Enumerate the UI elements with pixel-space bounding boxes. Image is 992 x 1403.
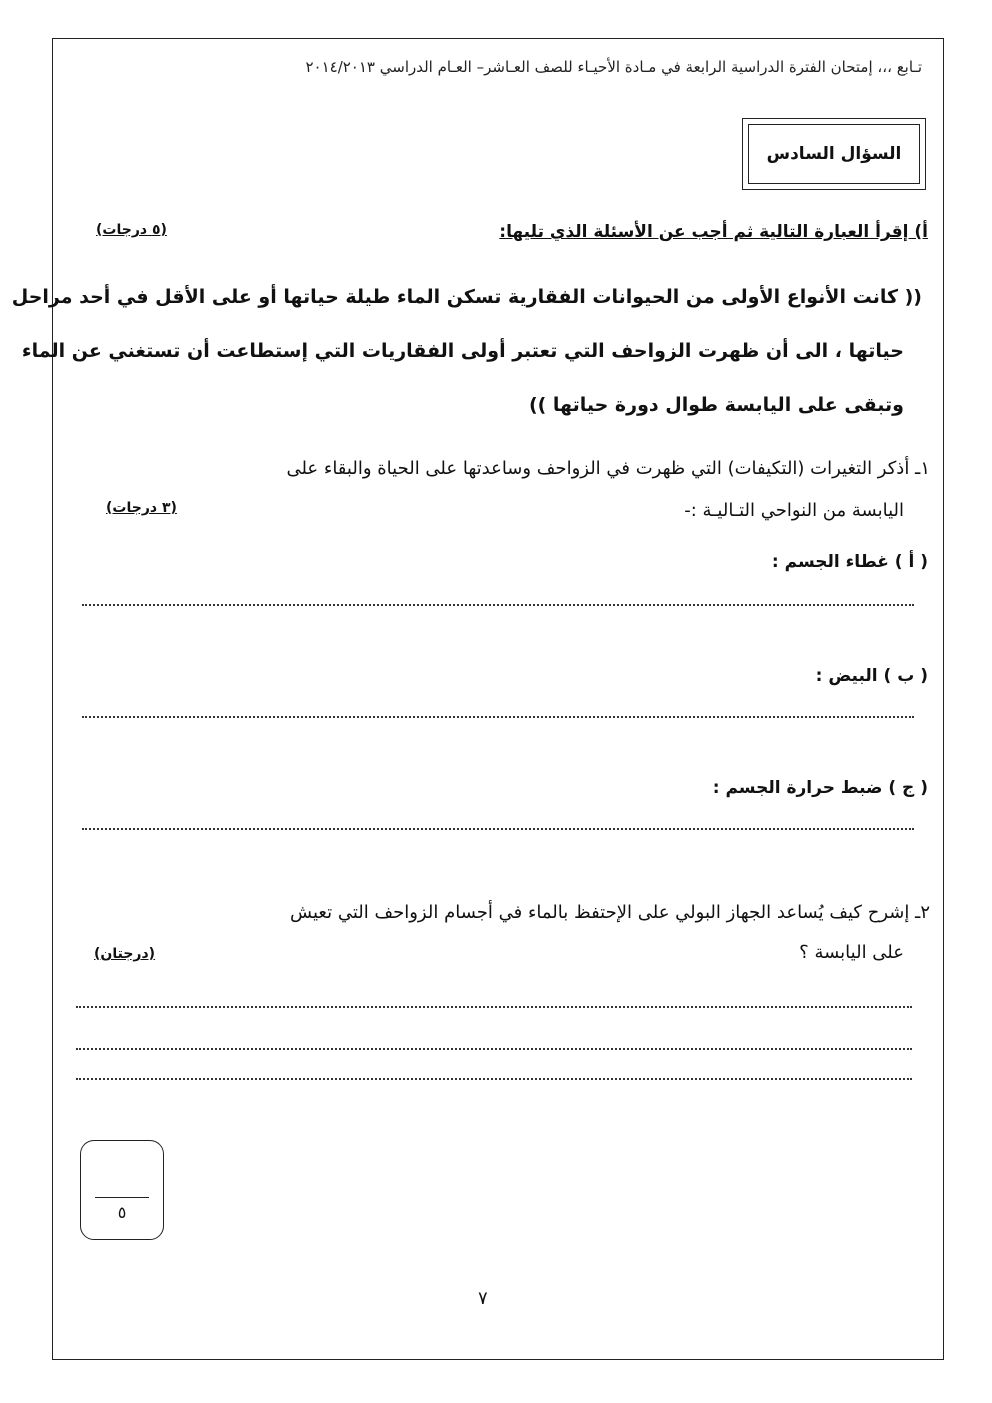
question-1-marks: (٣ درجات) bbox=[106, 500, 177, 516]
question-2-line-2: على اليابسة ؟ bbox=[799, 942, 904, 963]
score-divider bbox=[95, 1197, 149, 1198]
question-2-line-1: ٢ـ إشرح كيف يُساعد الجهاز البولي على الإحتفظ بالماء في أجسام الزواحف التي تعيش bbox=[290, 902, 930, 923]
score-total: ٥ bbox=[117, 1203, 127, 1222]
page-number: ٧ bbox=[478, 1288, 488, 1309]
answer-line-q2-1[interactable] bbox=[76, 1006, 912, 1008]
score-box bbox=[80, 1140, 164, 1240]
answer-line-c[interactable] bbox=[82, 828, 914, 830]
passage-line-2: حياتها ، الى أن ظهرت الزواحف التي تعتبر أولى الفقاريات التي إستطاعت أن تستغني عن الماء bbox=[21, 340, 904, 362]
question-1-sub-b: ( ب ) البيض : bbox=[815, 666, 928, 686]
question-2-marks: (درجتان) bbox=[94, 946, 156, 962]
question-label-box bbox=[742, 118, 926, 190]
question-1-sub-c: ( ج ) ضبط حرارة الجسم : bbox=[712, 778, 928, 798]
answer-line-q2-2[interactable] bbox=[76, 1048, 912, 1050]
part-a-marks: (٥ درجات) bbox=[96, 222, 167, 238]
answer-line-b[interactable] bbox=[82, 716, 914, 718]
question-1-line-1: ١ـ أذكر التغيرات (التكيفات) التي ظهرت في الزواحف وساعدتها على الحياة والبقاء على bbox=[286, 458, 930, 479]
part-a-instruction: أ) إقرأ العبارة التالية ثم أجب عن الأسئلة الذي تليها: bbox=[499, 222, 928, 242]
passage-line-1: (( كانت الأنواع الأولى من الحيوانات الفقارية تسكن الماء طيلة حياتها أو على الأقل في أحد مراحل bbox=[11, 286, 922, 308]
passage-line-3: وتبقى على اليابسة طوال دورة حياتها )) bbox=[528, 394, 904, 416]
exam-header: تـابع ،،، إمتحان الفترة الدراسية الرابعة في مـادة الأحيـاء للصف العـاشر– العـام الدراسي ٢٠١٤/٢٠١٣ bbox=[305, 58, 922, 76]
question-1-sub-a: ( أ ) غطاء الجسم : bbox=[771, 552, 928, 572]
question-label: السؤال السادس bbox=[748, 124, 920, 184]
answer-line-q2-3[interactable] bbox=[76, 1078, 912, 1080]
question-1-line-2: اليابسة من النواحي التـاليـة :- bbox=[684, 500, 904, 521]
answer-line-a[interactable] bbox=[82, 604, 914, 606]
